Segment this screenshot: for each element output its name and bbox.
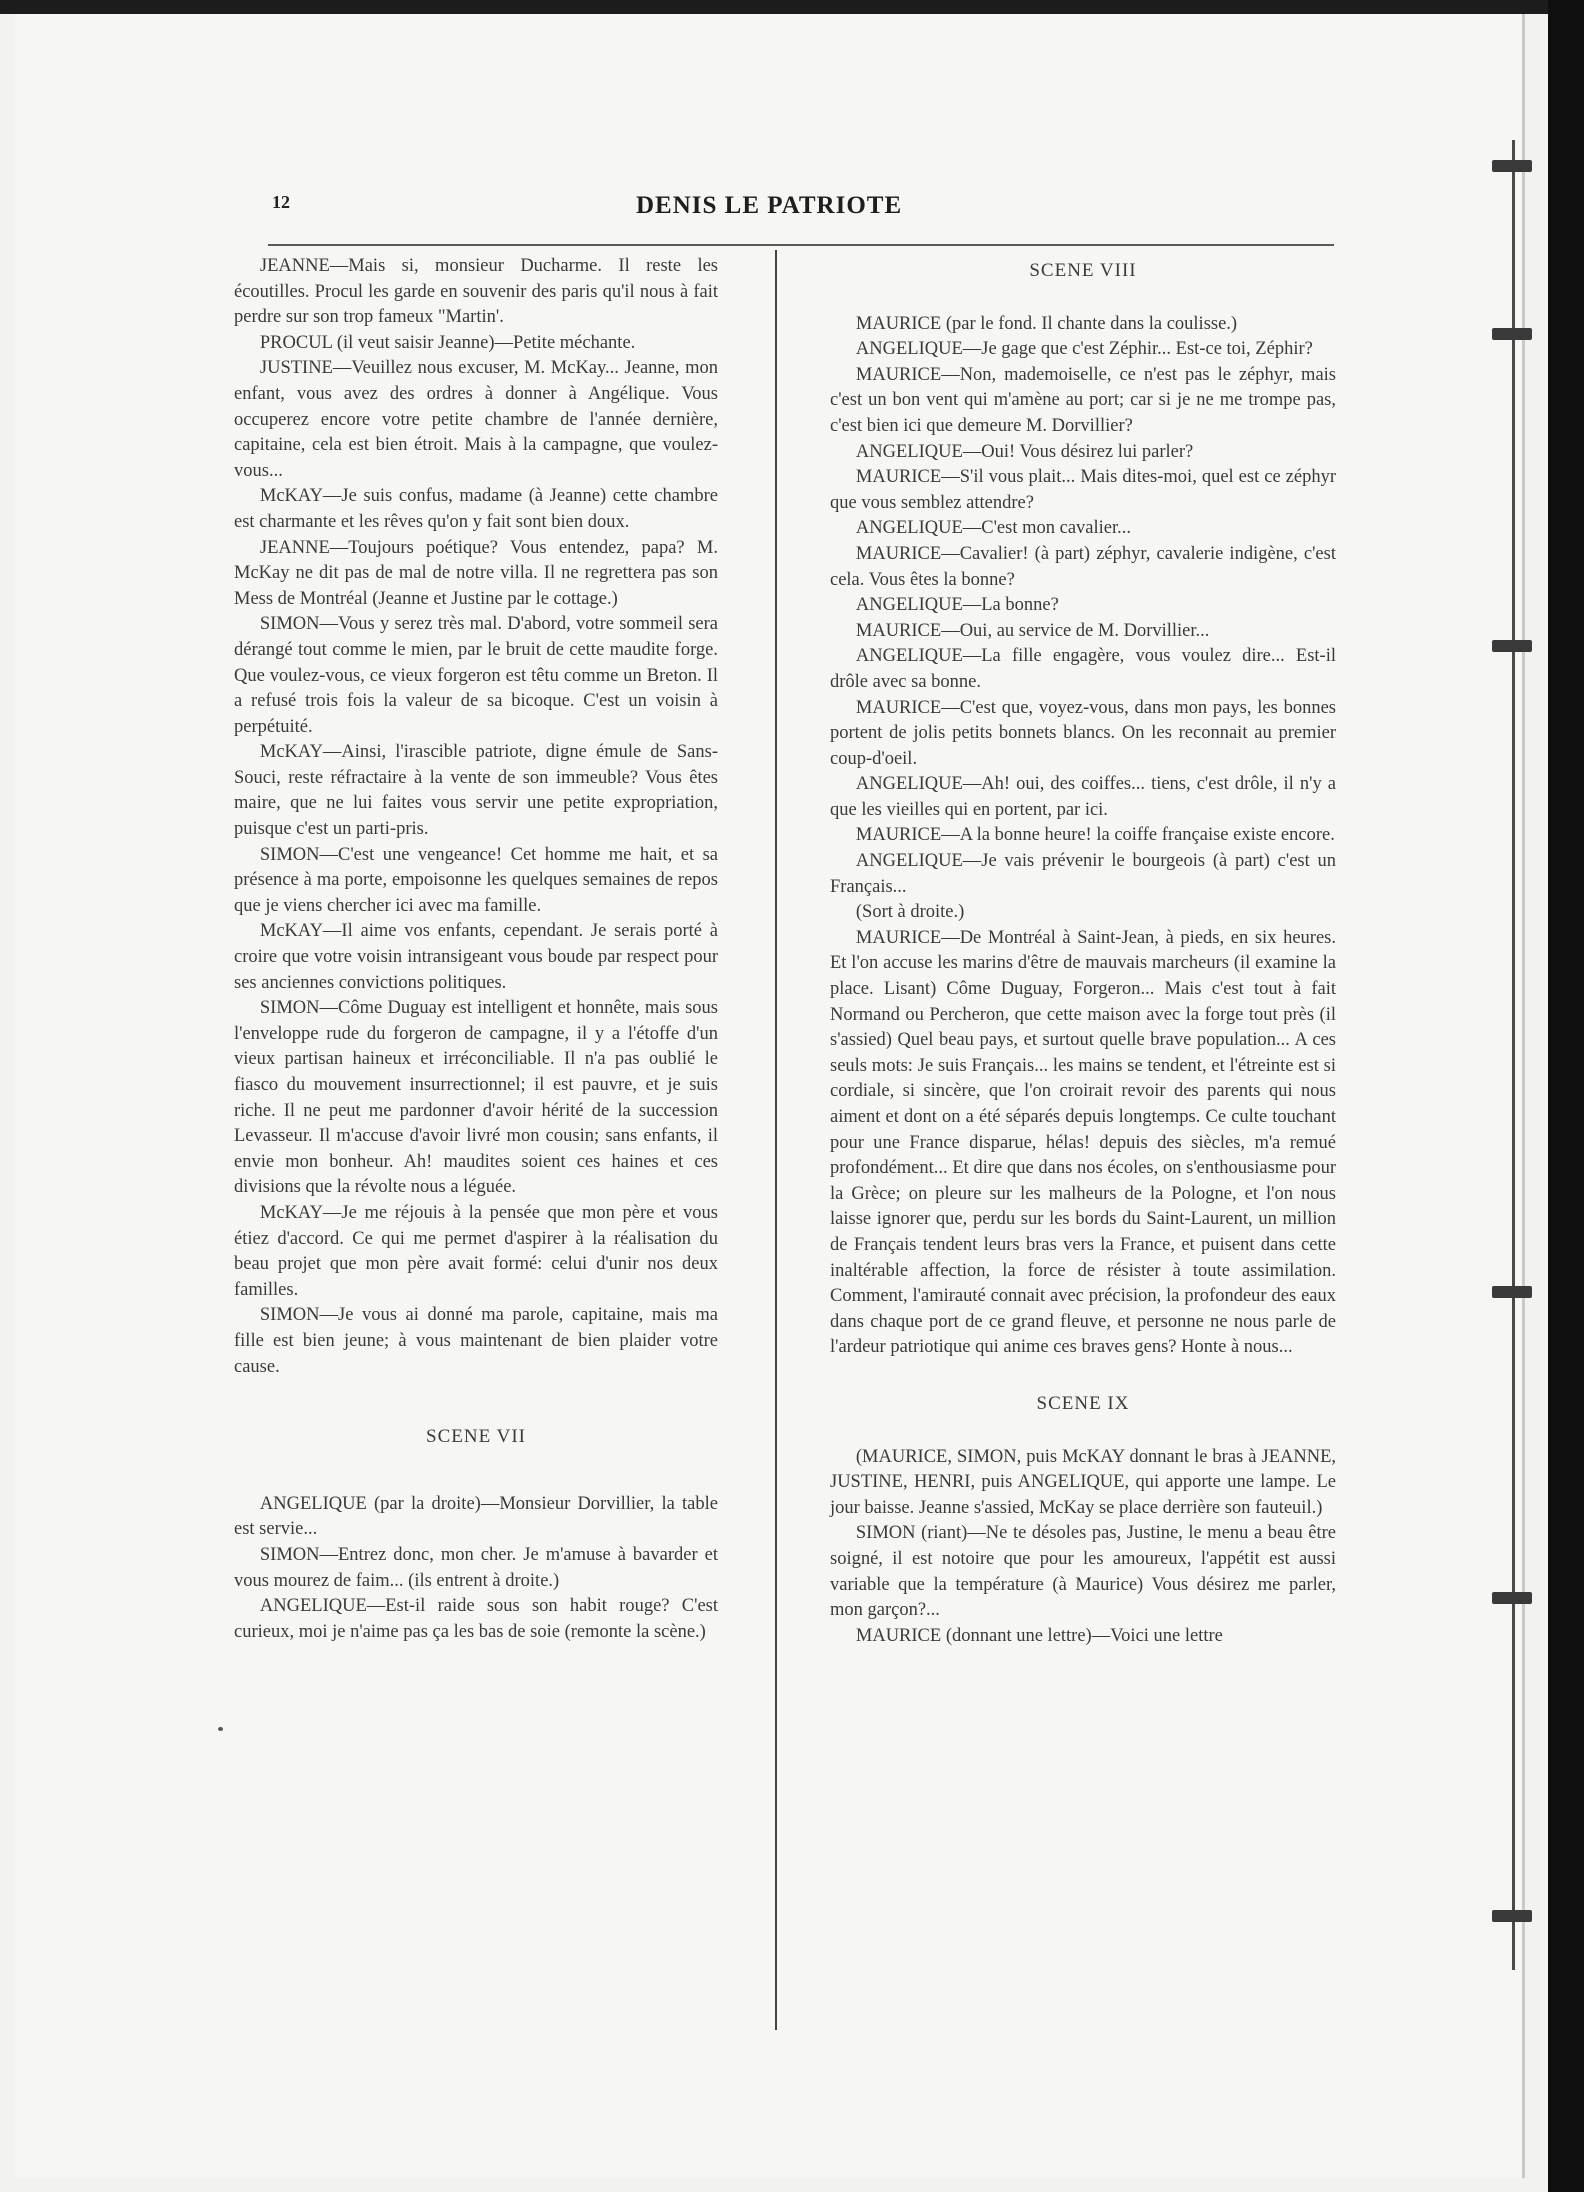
- dialogue-paragraph: SIMON—Vous y serez très mal. D'abord, votre sommeil sera dérangé tout comme le mien, par le bruit de cette maudite forge. Que voulez-vous, ce vieux forgeron est têtu comme un Breton. Il a refusé trois fois la valeur de sa bicoque. C'est un voisin à perpétuité.: [234, 614, 718, 737]
- dialogue-paragraph: MAURICE—Cavalier! (à part) zéphyr, cavalerie indigène, c'est cela. Vous êtes la bonne?: [830, 543, 1336, 590]
- binding-string: [1512, 140, 1515, 1970]
- dialogue-paragraph: MAURICE—A la bonne heure! la coiffe française existe encore.: [855, 825, 1335, 846]
- dialogue-paragraph: McKAY—Ainsi, l'irascible patriote, digne émule de Sans-Souci, reste réfractaire à la vente de son immeuble? Vous êtes maire, que ne lui faites vous servir une petite expropriation, puisque c'est un parti-pris.: [234, 742, 718, 840]
- dialogue-paragraph: SIMON—Entrez donc, mon cher. Je m'amuse à bavarder et vous mourez de faim... (ils entrent à droite.): [234, 1544, 718, 1591]
- left-column: [234, 254, 718, 1645]
- scene-viii-paragraphs: [830, 312, 1336, 1361]
- dialogue-paragraph: ANGELIQUE—Je vais prévenir le bourgeois (à part) c'est un Français...: [830, 851, 1336, 897]
- scene-ix-paragraphs: [830, 1445, 1336, 1650]
- scene-viii-heading: SCENE VIII: [1029, 260, 1137, 281]
- dialogue-paragraph: ANGELIQUE—Est-il raide sous son habit rouge? C'est curieux, moi je n'aime pas ça les bas de soie (remonte la scène.): [234, 1596, 718, 1642]
- dialogue-paragraph: SIMON (riant)—Ne te désoles pas, Justine, le menu a beau être soigné, il est notoire que pour les amoureux, l'appétit est aussi variable que la température (à Maurice) Vous désirez me parler, mon garçon?...: [830, 1523, 1336, 1621]
- header-rule: [268, 244, 1334, 246]
- dialogue-paragraph: JUSTINE—Veuillez nous excuser, M. McKay... Jeanne, mon enfant, vous avez des ordres à donner à Angélique. Vous occuperez encore votre petite chambre de l'année dernière, capitaine, cela est bien étroit. Mais à la campagne, que voulez-vous...: [234, 358, 718, 481]
- scene-vii-heading: SCENE VII: [426, 1426, 526, 1448]
- dialogue-paragraph: (Sort à droite.): [855, 902, 965, 923]
- dialogue-paragraph: JEANNE—Mais si, monsieur Ducharme. Il reste les écoutilles. Procul les garde en souvenir des paris qu'il nous à fait perdre sur son trop fameux "Martin'.: [234, 256, 718, 328]
- dialogue-paragraph: MAURICE—C'est que, voyez-vous, dans mon pays, les bonnes portent de jolis petits bonnets blancs. On les reconnait au premier coup-d'oeil.: [830, 697, 1336, 769]
- dialogue-paragraph: McKAY—Je me réjouis à la pensée que mon père et vous étiez d'accord. Ce qui me permet d'aspirer à la réalisation du beau projet que mon père avait formé: celui d'unir nos deux familles.: [234, 1202, 718, 1300]
- dialogue-paragraph: ANGELIQUE—La fille engagère, vous voulez dire... Est-il drôle avec sa bonne.: [830, 646, 1336, 692]
- column-divider: [775, 250, 777, 2030]
- left-paragraphs: [234, 254, 718, 1380]
- scan-speck: [218, 1727, 223, 1731]
- dialogue-paragraph: SIMON—Côme Duguay est intelligent et honnête, mais sous l'enveloppe rude du forgeron de campagne, il y a l'étoffe d'un vieux partisan haineux et irréconciliable. Il n'a pas oublié le fiasco du mouvement insurrectionnel; il est pauvre, et je suis riche. Il ne peut me pardonner d'avoir hérité de la succession Levasseur. Il m'accuse d'avoir livré mon cousin; sans enfants, il envie mon bonheur. Ah! maudites soient ces haines et ces divisions que la révolte nous a léguée.: [234, 998, 718, 1198]
- dialogue-paragraph: ANGELIQUE—La bonne?: [855, 595, 1059, 616]
- page-header: [0, 192, 1584, 222]
- running-title: DENIS LE PATRIOTE: [636, 192, 903, 219]
- dialogue-paragraph: ANGELIQUE—Je gage que c'est Zéphir... Est-ce toi, Zéphir?: [855, 339, 1313, 360]
- scene-ix-heading: SCENE IX: [1036, 1392, 1130, 1414]
- binding-clip: [1492, 1286, 1532, 1298]
- scan-top-border: [0, 0, 1584, 14]
- dialogue-paragraph: MAURICE—S'il vous plait... Mais dites-moi, quel est ce zéphyr que vous semblez attendre?: [830, 467, 1336, 513]
- dialogue-paragraph: ANGELIQUE—Oui! Vous désirez lui parler?: [855, 441, 1194, 462]
- dialogue-paragraph: MAURICE (par le fond. Il chante dans la coulisse.): [855, 313, 1238, 334]
- dialogue-paragraph: ANGELIQUE (par la droite)—Monsieur Dorvillier, la table est servie...: [234, 1493, 718, 1540]
- dialogue-paragraph: JEANNE—Toujours poétique? Vous entendez, papa? M. McKay ne dit pas de mal de notre villa. Il ne regrettera pas son Mess de Montréal (Jeanne et Justine par le cottage.): [234, 537, 718, 609]
- dialogue-paragraph: MAURICE—De Montréal à Saint-Jean, à pieds, en six heures. Et l'on accuse les marins d'être de mauvais marcheurs (il examine la place. Lisant) Côme Duguay, Forgeron... Mais c'est tout à fait Normand ou Percheron, que cette maison avec la forge tout près (il s'assied) Quel beau pays, et surtout quelle brave population... A ces seuls mots: Je suis Français... les mains se tendent, et l'étreinte est si cordiale, si sincère, que l'on croirait revoir des parents qui nous aiment et dont on a été séparés depuis longtemps. Ce culte touchant pour une France disparue, hélas! depuis des siècles, m'a remué profondément... Et dire que dans nos écoles, on s'enthousiasme pour la Grèce; on pleure sur les malheurs de la Pologne, et l'on nous laisse ignorer que, perdu sur les bords du Saint-Laurent, un million de Français tendent leurs bras vers la France, et puisent dans cette inaltérable affection, la force de résister à toute assimilation. Comment, l'amirauté connait avec précision, la profondeur des eaux dans chaque port de ce grand fleuve, et personne ne nous parle de l'ardeur patriotique qui anime ces braves gens? Honte à nous...: [830, 927, 1336, 1358]
- dialogue-paragraph: (MAURICE, SIMON, puis McKAY donnant le bras à JEANNE, JUSTINE, HENRI, puis ANGELIQUE, qui apporte une lampe. Le jour baisse. Jeanne s'assied, McKay se place derrière son fauteuil.): [830, 1446, 1336, 1518]
- binding-clip: [1492, 160, 1532, 172]
- binding-clip: [1492, 1910, 1532, 1922]
- dialogue-paragraph: MAURICE—Non, mademoiselle, ce n'est pas le zéphyr, mais c'est un bon vent qui m'amène au port; car si je ne me trompe pas, c'est bien ici que demeure M. Dorvillier?: [830, 364, 1336, 436]
- dialogue-paragraph: SIMON—Je vous ai donné ma parole, capitaine, mais ma fille est bien jeune; à vous maintenant de bien plaider votre cause.: [234, 1305, 718, 1377]
- scene-vii-paragraphs: [234, 1492, 718, 1646]
- right-column: [830, 254, 1336, 1649]
- page-number: 12: [272, 192, 290, 212]
- binding-clip: [1492, 328, 1532, 340]
- dialogue-paragraph: McKAY—Il aime vos enfants, cependant. Je serais porté à croire que votre voisin intransigeant vous boude par respect pour ses anciennes convictions politiques.: [234, 921, 718, 993]
- dialogue-paragraph: PROCUL (il veut saisir Jeanne)—Petite méchante.: [259, 332, 636, 353]
- binding-clip: [1492, 1592, 1532, 1604]
- binding-clip: [1492, 640, 1532, 652]
- dialogue-paragraph: MAURICE—Oui, au service de M. Dorvillier...: [855, 620, 1210, 641]
- dialogue-paragraph: ANGELIQUE—Ah! oui, des coiffes... tiens, c'est drôle, il n'y a que les vieilles qui en portent, par ici.: [830, 774, 1336, 820]
- dialogue-paragraph: ANGELIQUE—C'est mon cavalier...: [855, 518, 1132, 539]
- dialogue-paragraph: SIMON—C'est une vengeance! Cet homme me hait, et sa présence à ma porte, empoisonne les quelques semaines de repos que je viens chercher ici avec ma famille.: [234, 844, 718, 916]
- dialogue-paragraph: MAURICE (donnant une lettre)—Voici une lettre: [855, 1625, 1223, 1646]
- scan-right-border: [1548, 0, 1584, 2192]
- dialogue-paragraph: McKAY—Je suis confus, madame (à Jeanne) cette chambre est charmante et les rêves qu'on y fait sont bien doux.: [234, 486, 718, 532]
